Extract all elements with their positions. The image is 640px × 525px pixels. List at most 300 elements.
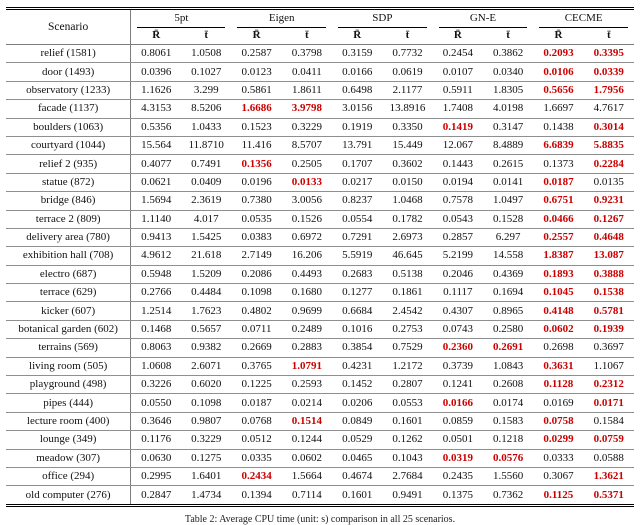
value-cell: 0.1098 xyxy=(231,284,281,302)
best-value-cell: 0.3888 xyxy=(584,265,634,283)
value-cell: 0.0214 xyxy=(282,394,332,412)
value-cell: 0.2669 xyxy=(231,339,281,357)
table-row xyxy=(6,100,634,118)
value-cell: 0.0174 xyxy=(483,394,533,412)
value-cell: 0.3765 xyxy=(231,357,281,375)
table-body xyxy=(6,45,634,506)
method-label-gn-e: GN-E xyxy=(469,12,497,24)
table-row xyxy=(6,247,634,265)
method-group-eigen xyxy=(231,9,332,29)
table-row xyxy=(6,284,634,302)
value-cell: 0.2857 xyxy=(433,228,483,246)
value-cell: 0.2505 xyxy=(282,155,332,173)
value-cell: 0.1919 xyxy=(332,118,382,136)
table-row xyxy=(6,45,634,63)
value-cell: 0.1016 xyxy=(332,320,382,338)
table-row xyxy=(6,63,634,81)
value-cell: 0.0543 xyxy=(433,210,483,228)
value-cell: 0.3147 xyxy=(483,118,533,136)
table-row xyxy=(6,412,634,430)
best-value-cell: 0.1893 xyxy=(533,265,583,283)
value-cell: 1.5425 xyxy=(181,228,231,246)
value-cell: 1.1067 xyxy=(584,357,634,375)
value-cell: 1.5209 xyxy=(181,265,231,283)
scenario-cell: terrace (629) xyxy=(6,284,131,302)
value-cell: 0.8237 xyxy=(332,192,382,210)
value-cell: 0.0849 xyxy=(332,412,382,430)
value-cell: 0.2587 xyxy=(231,45,281,63)
value-cell: 14.558 xyxy=(483,247,533,265)
best-value-cell: 0.3014 xyxy=(584,118,634,136)
value-cell: 0.1241 xyxy=(433,376,483,394)
table-row xyxy=(6,467,634,485)
value-cell: 4.0198 xyxy=(483,100,533,118)
value-cell: 0.1601 xyxy=(342,488,373,501)
table-row xyxy=(6,265,634,283)
best-value-cell: 0.1538 xyxy=(584,284,634,302)
value-cell: 0.3159 xyxy=(332,45,382,63)
value-cell: 0.0187 xyxy=(231,394,281,412)
scenario-cell: facade (1137) xyxy=(6,100,131,118)
value-cell: 6.297 xyxy=(483,228,533,246)
value-cell: 0.2454 xyxy=(433,45,483,63)
best-value-cell: 0.1939 xyxy=(584,320,634,338)
scenario-cell: office (294) xyxy=(6,467,131,485)
value-cell: 8.5206 xyxy=(181,100,231,118)
table-row xyxy=(6,228,634,246)
value-cell: 0.1027 xyxy=(181,63,231,81)
value-cell: 0.1375 xyxy=(442,488,473,501)
value-cell: 0.1218 xyxy=(483,431,533,449)
best-value-cell: 0.1267 xyxy=(584,210,634,228)
best-value-cell: 1.3621 xyxy=(584,467,634,485)
col-header-eigen-translation: t̄ xyxy=(282,28,332,45)
best-value-cell: 0.2312 xyxy=(584,376,634,394)
value-cell: 0.1394 xyxy=(241,488,272,501)
col-header-5pt-translation: t̄ xyxy=(181,28,231,45)
value-cell: 21.618 xyxy=(181,247,231,265)
value-cell: 1.7408 xyxy=(433,100,483,118)
value-cell: 0.2698 xyxy=(533,339,583,357)
value-cell: 0.9382 xyxy=(181,339,231,357)
value-cell: 0.1707 xyxy=(332,155,382,173)
value-cell: 0.0206 xyxy=(332,394,382,412)
best-value-cell: 0.0319 xyxy=(433,449,483,467)
value-cell: 0.3739 xyxy=(433,357,483,375)
table-row xyxy=(6,136,634,154)
value-cell: 1.5664 xyxy=(282,467,332,485)
best-value-cell: 0.2557 xyxy=(533,228,583,246)
value-cell: 0.1782 xyxy=(382,210,432,228)
value-cell: 0.4307 xyxy=(433,302,483,320)
scenario-cell: observatory (1233) xyxy=(6,81,131,99)
value-cell: 0.6972 xyxy=(282,228,332,246)
scenario-cell: delivery area (780) xyxy=(6,228,131,246)
value-cell: 0.3229 xyxy=(282,118,332,136)
value-cell: 8.4889 xyxy=(483,136,533,154)
value-cell: 0.0621 xyxy=(131,173,181,191)
table-row xyxy=(6,339,634,357)
value-cell: 0.0588 xyxy=(584,449,634,467)
value-cell: 0.9699 xyxy=(282,302,332,320)
value-cell: 0.5657 xyxy=(181,320,231,338)
value-cell: 0.3798 xyxy=(282,45,332,63)
table-row xyxy=(6,210,634,228)
value-cell: 0.9807 xyxy=(181,412,231,430)
value-cell: 0.3067 xyxy=(533,467,583,485)
value-cell: 1.0497 xyxy=(483,192,533,210)
best-value-cell: 0.2434 xyxy=(231,467,281,485)
table-row xyxy=(6,192,634,210)
value-cell: 0.6020 xyxy=(181,376,231,394)
value-cell: 0.0859 xyxy=(433,412,483,430)
value-cell: 2.6071 xyxy=(181,357,231,375)
value-cell: 0.1583 xyxy=(483,412,533,430)
value-cell: 0.1443 xyxy=(433,155,483,173)
value-cell: 0.2847 xyxy=(141,488,172,501)
table-row xyxy=(6,118,634,136)
value-cell: 0.1680 xyxy=(282,284,332,302)
value-cell: 0.0553 xyxy=(382,394,432,412)
best-value-cell: 0.9231 xyxy=(584,192,634,210)
value-cell: 0.0135 xyxy=(584,173,634,191)
table-row xyxy=(6,357,634,375)
best-value-cell: 0.0166 xyxy=(433,394,483,412)
value-cell: 5.5919 xyxy=(332,247,382,265)
value-cell: 0.5911 xyxy=(433,81,483,99)
best-value-cell: 0.5656 xyxy=(533,81,583,99)
value-cell: 0.0217 xyxy=(332,173,382,191)
value-cell: 2.1177 xyxy=(382,81,432,99)
value-cell: 0.0512 xyxy=(231,431,281,449)
col-header-sdp-rotation: R̄ xyxy=(332,28,382,45)
value-cell: 0.0535 xyxy=(231,210,281,228)
value-cell: 0.2683 xyxy=(332,265,382,283)
table-row xyxy=(6,449,634,467)
table-row xyxy=(6,81,634,99)
value-cell: 0.7578 xyxy=(433,192,483,210)
value-cell: 1.6697 xyxy=(533,100,583,118)
value-cell: 0.0123 xyxy=(231,63,281,81)
col-header-sdp-translation: t̄ xyxy=(382,28,432,45)
best-value-cell: 0.3631 xyxy=(533,357,583,375)
group-header-row xyxy=(6,9,634,29)
value-cell: 0.7380 xyxy=(231,192,281,210)
value-cell: 0.2086 xyxy=(231,265,281,283)
method-label-eigen: Eigen xyxy=(268,12,295,24)
best-value-cell: 0.0133 xyxy=(282,173,332,191)
value-cell: 0.8965 xyxy=(483,302,533,320)
value-cell: 0.0335 xyxy=(231,449,281,467)
value-cell: 0.0465 xyxy=(332,449,382,467)
value-cell: 1.0508 xyxy=(181,45,231,63)
value-cell: 0.4231 xyxy=(332,357,382,375)
value-cell: 1.7623 xyxy=(181,302,231,320)
value-cell: 3.0156 xyxy=(332,100,382,118)
best-value-cell: 0.0576 xyxy=(483,449,533,467)
table-row xyxy=(6,431,634,449)
value-cell: 2.3619 xyxy=(181,192,231,210)
value-cell: 13.791 xyxy=(332,136,382,154)
best-value-cell: 0.0758 xyxy=(533,412,583,430)
scenario-cell: statue (872) xyxy=(6,173,131,191)
value-cell: 0.2046 xyxy=(433,265,483,283)
col-header-eigen-rotation: R̄ xyxy=(231,28,281,45)
value-cell: 0.1262 xyxy=(382,431,432,449)
value-cell: 0.0602 xyxy=(282,449,332,467)
value-cell: 0.3350 xyxy=(382,118,432,136)
value-cell: 0.0340 xyxy=(483,63,533,81)
best-value-cell: 0.0299 xyxy=(533,431,583,449)
value-cell: 15.449 xyxy=(382,136,432,154)
value-cell: 0.1452 xyxy=(332,376,382,394)
value-cell: 4.017 xyxy=(181,210,231,228)
value-cell: 0.0630 xyxy=(131,449,181,467)
col-header-cecme-translation: t̄ xyxy=(584,28,634,45)
value-cell: 0.0194 xyxy=(433,173,483,191)
value-cell: 0.5138 xyxy=(382,265,432,283)
value-cell: 0.4493 xyxy=(282,265,332,283)
col-header-gn-e-rotation: R̄ xyxy=(433,28,483,45)
method-label-cecme: CECME xyxy=(564,12,603,24)
value-cell: 0.9413 xyxy=(131,228,181,246)
value-cell: 0.3862 xyxy=(483,45,533,63)
value-cell: 3.0056 xyxy=(282,192,332,210)
value-cell: 1.6401 xyxy=(181,467,231,485)
value-cell: 0.3646 xyxy=(131,412,181,430)
value-cell: 1.1626 xyxy=(131,81,181,99)
value-cell: 0.0501 xyxy=(433,431,483,449)
value-cell: 11.8710 xyxy=(181,136,231,154)
method-group-5pt xyxy=(131,9,232,29)
value-cell: 0.8061 xyxy=(131,45,181,63)
value-cell: 0.0550 xyxy=(131,394,181,412)
best-value-cell: 1.0791 xyxy=(282,357,332,375)
value-cell: 1.2514 xyxy=(131,302,181,320)
value-cell: 1.4734 xyxy=(191,488,222,501)
value-cell: 0.0768 xyxy=(231,412,281,430)
scenario-cell: living room (505) xyxy=(6,357,131,375)
value-cell: 0.1528 xyxy=(483,210,533,228)
best-value-cell: 3.9798 xyxy=(282,100,332,118)
value-cell: 0.7529 xyxy=(382,339,432,357)
value-cell: 1.8611 xyxy=(282,81,332,99)
best-value-cell: 0.2691 xyxy=(483,339,533,357)
value-cell: 4.9612 xyxy=(131,247,181,265)
scenario-cell: meadow (307) xyxy=(6,449,131,467)
best-value-cell: 1.6686 xyxy=(231,100,281,118)
best-value-cell: 0.4148 xyxy=(533,302,583,320)
value-cell: 0.7114 xyxy=(291,488,322,501)
best-value-cell: 0.1045 xyxy=(533,284,583,302)
value-cell: 0.7491 xyxy=(181,155,231,173)
table-row xyxy=(6,173,634,191)
value-cell: 1.5694 xyxy=(131,192,181,210)
value-cell: 0.4484 xyxy=(181,284,231,302)
value-cell: 0.6498 xyxy=(332,81,382,99)
scenario-cell: botanical garden (602) xyxy=(6,320,131,338)
best-value-cell: 0.6751 xyxy=(533,192,583,210)
value-cell: 0.1526 xyxy=(282,210,332,228)
value-cell: 0.0554 xyxy=(332,210,382,228)
value-cell: 0.4369 xyxy=(483,265,533,283)
scenario-cell: boulders (1063) xyxy=(6,118,131,136)
col-header-cecme-rotation: R̄ xyxy=(533,28,583,45)
value-cell: 0.7732 xyxy=(382,45,432,63)
best-value-cell: 6.6839 xyxy=(533,136,583,154)
scenario-cell: pipes (444) xyxy=(6,394,131,412)
value-cell: 0.0333 xyxy=(533,449,583,467)
value-cell: 1.5560 xyxy=(483,467,533,485)
value-cell: 0.1694 xyxy=(483,284,533,302)
value-cell: 0.0396 xyxy=(131,63,181,81)
value-cell: 0.1523 xyxy=(231,118,281,136)
best-value-cell: 0.0187 xyxy=(533,173,583,191)
scenario-cell: courtyard (1044) xyxy=(6,136,131,154)
best-value-cell: 1.7956 xyxy=(584,81,634,99)
method-group-gn-e xyxy=(433,9,534,29)
scenario-cell: door (1493) xyxy=(6,63,131,81)
col-header-gn-e-translation: t̄ xyxy=(483,28,533,45)
value-cell: 0.2608 xyxy=(483,376,533,394)
best-value-cell: 0.1125 xyxy=(543,488,574,501)
value-cell: 0.1277 xyxy=(332,284,382,302)
table-row xyxy=(6,155,634,173)
scenario-cell: relief (1581) xyxy=(6,45,131,63)
value-cell: 0.8063 xyxy=(131,339,181,357)
best-value-cell: 0.1128 xyxy=(533,376,583,394)
best-value-cell: 0.2360 xyxy=(433,339,483,357)
value-cell: 1.2172 xyxy=(382,357,432,375)
column-header-scenario: Scenario xyxy=(6,9,131,45)
value-cell: 0.4077 xyxy=(131,155,181,173)
value-cell: 0.0619 xyxy=(382,63,432,81)
value-cell: 13.8916 xyxy=(382,100,432,118)
best-value-cell: 0.0171 xyxy=(584,394,634,412)
scenario-cell: exhibition hall (708) xyxy=(6,247,131,265)
value-cell: 0.3229 xyxy=(181,431,231,449)
best-value-cell: 0.0106 xyxy=(533,63,583,81)
scenario-cell: lounge (349) xyxy=(6,431,131,449)
value-cell: 8.5707 xyxy=(282,136,332,154)
value-cell: 2.7684 xyxy=(382,467,432,485)
value-cell: 0.3854 xyxy=(332,339,382,357)
best-value-cell: 0.0602 xyxy=(533,320,583,338)
results-table xyxy=(6,7,634,507)
value-cell: 11.416 xyxy=(231,136,281,154)
value-cell: 0.1225 xyxy=(231,376,281,394)
value-cell: 0.0107 xyxy=(433,63,483,81)
scenario-cell: playground (498) xyxy=(6,376,131,394)
value-cell: 0.2807 xyxy=(382,376,432,394)
value-cell: 0.5861 xyxy=(231,81,281,99)
value-cell: 0.2615 xyxy=(483,155,533,173)
value-cell: 0.7362 xyxy=(493,488,524,501)
value-cell: 46.645 xyxy=(382,247,432,265)
value-cell: 3.299 xyxy=(181,81,231,99)
value-cell: 2.7149 xyxy=(231,247,281,265)
best-value-cell: 0.2284 xyxy=(584,155,634,173)
value-cell: 0.0150 xyxy=(382,173,432,191)
best-value-cell: 0.5371 xyxy=(593,488,624,501)
value-cell: 0.0529 xyxy=(332,431,382,449)
scenario-cell: relief 2 (935) xyxy=(6,155,131,173)
method-group-cecme xyxy=(533,9,634,29)
scenario-cell: lecture room (400) xyxy=(6,412,131,430)
value-cell: 0.1244 xyxy=(282,431,332,449)
best-value-cell: 0.1514 xyxy=(282,412,332,430)
best-value-cell: 0.0339 xyxy=(584,63,634,81)
value-cell: 0.1117 xyxy=(433,284,483,302)
value-cell: 12.067 xyxy=(433,136,483,154)
value-cell: 0.0411 xyxy=(282,63,332,81)
value-cell: 0.1584 xyxy=(584,412,634,430)
method-group-sdp xyxy=(332,9,433,29)
value-cell: 0.3602 xyxy=(382,155,432,173)
value-cell: 0.0743 xyxy=(433,320,483,338)
best-value-cell: 0.2093 xyxy=(533,45,583,63)
value-cell: 1.0468 xyxy=(382,192,432,210)
value-cell: 0.2883 xyxy=(282,339,332,357)
best-value-cell: 0.1356 xyxy=(231,155,281,173)
scenario-cell: terrace 2 (809) xyxy=(6,210,131,228)
value-cell: 0.2435 xyxy=(433,467,483,485)
value-cell: 0.1275 xyxy=(181,449,231,467)
value-cell: 0.2766 xyxy=(131,284,181,302)
table-caption: Table 2: Average CPU time (unit: s) comparison in all 25 scenarios. xyxy=(184,513,456,525)
value-cell: 4.3153 xyxy=(131,100,181,118)
value-cell: 0.2489 xyxy=(282,320,332,338)
value-cell: 1.0608 xyxy=(131,357,181,375)
value-cell: 0.1601 xyxy=(382,412,432,430)
value-cell: 0.2580 xyxy=(483,320,533,338)
value-cell: 0.1373 xyxy=(533,155,583,173)
value-cell: 0.2753 xyxy=(382,320,432,338)
value-cell: 0.0141 xyxy=(483,173,533,191)
scenario-cell: old computer (276) xyxy=(6,486,131,505)
value-cell: 0.3226 xyxy=(131,376,181,394)
method-label-5pt: 5pt xyxy=(174,12,189,24)
value-cell: 1.0843 xyxy=(483,357,533,375)
value-cell: 1.1140 xyxy=(131,210,181,228)
best-value-cell: 0.1419 xyxy=(433,118,483,136)
value-cell: 0.7291 xyxy=(332,228,382,246)
value-cell: 0.1438 xyxy=(533,118,583,136)
value-cell: 0.1043 xyxy=(382,449,432,467)
value-cell: 0.1468 xyxy=(131,320,181,338)
value-cell: 2.4542 xyxy=(382,302,432,320)
method-label-sdp: SDP xyxy=(372,12,393,24)
value-cell: 1.8305 xyxy=(483,81,533,99)
value-cell: 0.1176 xyxy=(131,431,181,449)
value-cell: 0.0383 xyxy=(231,228,281,246)
table-row xyxy=(6,394,634,412)
value-cell: 0.0166 xyxy=(332,63,382,81)
best-value-cell: 0.4648 xyxy=(584,228,634,246)
value-cell: 0.5356 xyxy=(131,118,181,136)
best-value-cell: 0.3395 xyxy=(584,45,634,63)
value-cell: 0.1098 xyxy=(181,394,231,412)
scenario-cell: kicker (607) xyxy=(6,302,131,320)
best-value-cell: 1.8387 xyxy=(533,247,583,265)
value-cell: 15.564 xyxy=(131,136,181,154)
value-cell: 0.5948 xyxy=(131,265,181,283)
value-cell: 1.0433 xyxy=(181,118,231,136)
scenario-cell: terrains (569) xyxy=(6,339,131,357)
value-cell: 0.6684 xyxy=(332,302,382,320)
best-value-cell: 5.8835 xyxy=(584,136,634,154)
value-cell: 5.2199 xyxy=(433,247,483,265)
